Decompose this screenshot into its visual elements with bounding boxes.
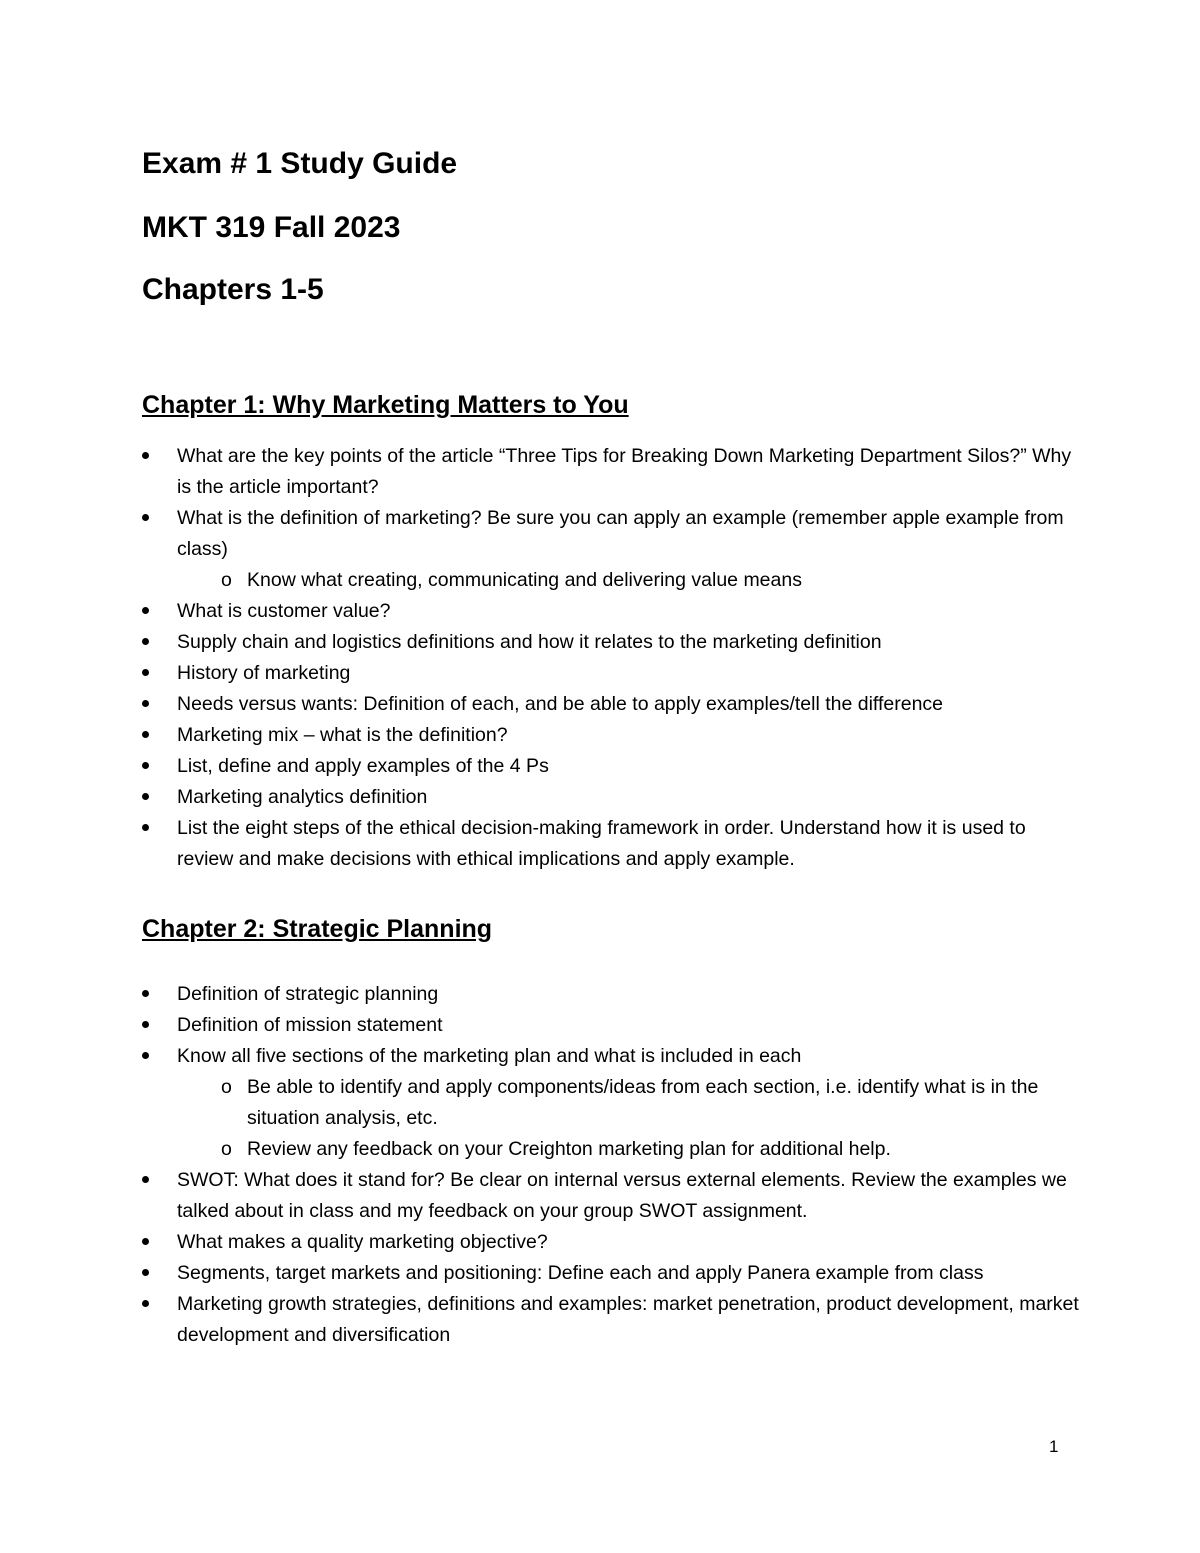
bullet-icon (142, 1021, 149, 1028)
bullet-icon (142, 731, 149, 738)
list-item (142, 441, 1082, 503)
bullet-icon (142, 1269, 149, 1276)
list-item (142, 627, 1082, 658)
bullet-icon (142, 1300, 149, 1307)
list-item-text: Marketing mix – what is the definition? (177, 724, 508, 746)
list-item-text: Definition of mission statement (177, 1014, 443, 1036)
sub-list-item-text: Be able to identify and apply components/ideas from each section, i.e. identify what is in the situation analysis, etc. (247, 1076, 1039, 1129)
list-item-text: Definition of strategic planning (177, 983, 439, 1005)
chapter-2-heading: Chapter 2: Strategic Planning (142, 915, 493, 943)
sub-list-item-text: Know what creating, communicating and delivering value means (247, 569, 802, 591)
page-number: 1 (1049, 1437, 1059, 1456)
bullet-icon (142, 514, 149, 521)
list-item (142, 596, 1082, 627)
list-item (142, 1258, 1082, 1289)
list-item (142, 503, 1082, 596)
sub-list (177, 565, 1082, 596)
bullet-icon (142, 1052, 149, 1059)
chapter-1-heading: Chapter 1: Why Marketing Matters to You (142, 391, 629, 419)
list-item (142, 751, 1082, 782)
bullet-icon (142, 824, 149, 831)
sub-list-item (177, 565, 1082, 596)
list-item-text: Supply chain and logistics definitions and how it relates to the marketing definition (177, 631, 882, 653)
list-item-text: What are the key points of the article “Three Tips for Breaking Down Marketing Department Silos?” Why is the article important? (177, 445, 1072, 498)
sub-list-item-text: Review any feedback on your Creighton marketing plan for additional help. (247, 1138, 891, 1160)
list-item (142, 720, 1082, 751)
list-item-text: What makes a quality marketing objective? (177, 1231, 548, 1253)
list-item (142, 1010, 1082, 1041)
list-item-text: List, define and apply examples of the 4 Ps (177, 755, 549, 777)
bullet-icon (142, 990, 149, 997)
bullet-icon (142, 1238, 149, 1245)
chapter-2-list (142, 979, 1082, 1351)
sub-list-item (177, 1134, 1082, 1165)
bullet-icon (142, 793, 149, 800)
circle-bullet-icon: o (221, 1076, 232, 1098)
bullet-icon (142, 607, 149, 614)
bullet-icon (142, 452, 149, 459)
list-item-text: Marketing analytics definition (177, 786, 428, 808)
bullet-icon (142, 1176, 149, 1183)
course-label: MKT 319 Fall 2023 (142, 211, 401, 244)
list-item-text: What is the definition of marketing? Be sure you can apply an example (remember apple example from class) (177, 507, 1064, 560)
chapter-1-list (142, 441, 1082, 875)
list-item-text: History of marketing (177, 662, 351, 684)
list-item-text: List the eight steps of the ethical decision-making framework in order. Understand how it is used to review and make decisions with ethical implications and apply example. (177, 817, 1026, 870)
circle-bullet-icon: o (221, 1138, 232, 1160)
bullet-icon (142, 762, 149, 769)
list-item (142, 813, 1082, 875)
bullet-icon (142, 669, 149, 676)
list-item (142, 1289, 1082, 1351)
bullet-icon (142, 638, 149, 645)
list-item-text: Marketing growth strategies, definitions and examples: market penetration, product development, market development and diversification (177, 1293, 1079, 1346)
list-item-text: What is customer value? (177, 600, 391, 622)
circle-bullet-icon: o (221, 569, 232, 591)
chapters-label: Chapters 1-5 (142, 273, 324, 306)
list-item (142, 1041, 1082, 1165)
list-item (142, 1165, 1082, 1227)
document-title: Exam # 1 Study Guide (142, 147, 458, 180)
sub-list (177, 1072, 1082, 1165)
list-item-text: Needs versus wants: Definition of each, and be able to apply examples/tell the difference (177, 693, 944, 715)
sub-list-item (177, 1072, 1082, 1134)
list-item (142, 782, 1082, 813)
list-item (142, 1227, 1082, 1258)
list-item (142, 658, 1082, 689)
list-item-text: SWOT: What does it stand for? Be clear on internal versus external elements. Review the examples we talked about in class and my feedback on your group SWOT assignment. (177, 1169, 1067, 1222)
list-item (142, 979, 1082, 1010)
bullet-icon (142, 700, 149, 707)
list-item (142, 689, 1082, 720)
list-item-text: Segments, target markets and positioning: Define each and apply Panera example from class (177, 1262, 984, 1284)
list-item-text: Know all five sections of the marketing plan and what is included in each (177, 1045, 802, 1067)
